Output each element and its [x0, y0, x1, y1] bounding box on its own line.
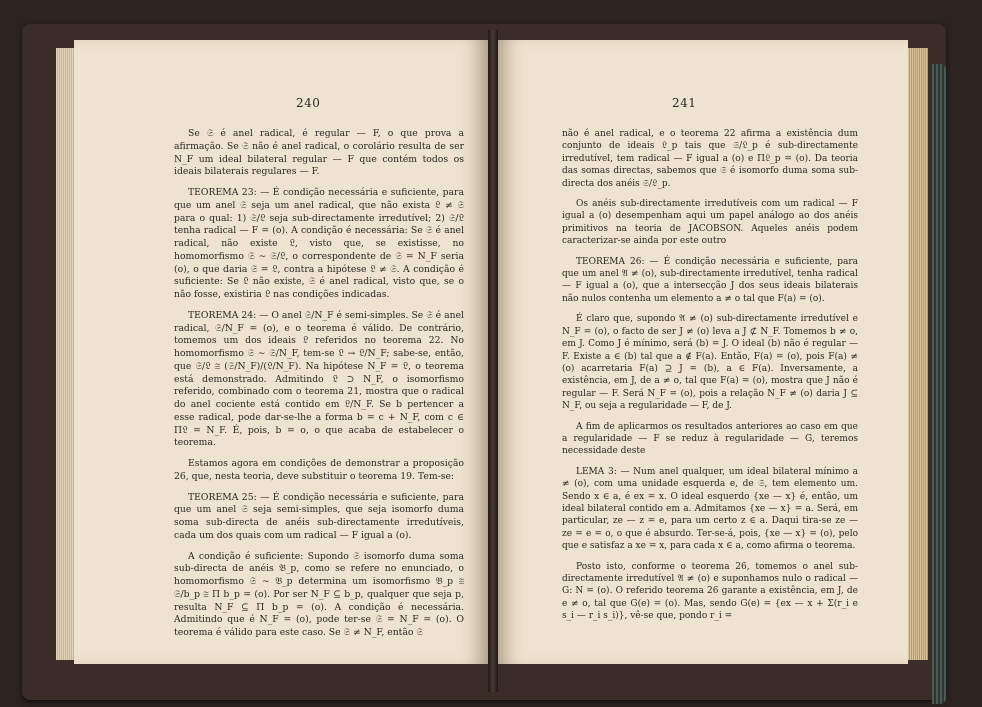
right-paragraph-6: LEMA 3: — Num anel qualquer, um ideal bilateral mínimo a ≠ (o), com uma unidade esquerda e, de 𝔖, tem elemento um. Sendo x ∈ a, é ex = x. O ideal esquerdo {xe — x} é, então, um ideal bilateral contido em a. Admitamos {xe — x} = a. Será, em particular, ze — z = e, para um certo z ∈ a. Daqui tira-se ze — ze = e = o, o que é absurdo. Ter-se-á, pois, {xe — x} = (o), pelo que e satisfaz a xe = x, para cada x ∈ a, como afirma o teorema.	[562, 466, 858, 552]
right-page	[494, 40, 908, 664]
right-page-number: 241	[672, 96, 697, 110]
left-paragraph-2: TEOREMA 23: — É condição necessária e suficiente, para que um anel 𝔖 seja um anel radical, que não exista 𝔏 ≠ 𝔖 para o qual: 1) 𝔖/𝔏 seja sub-directamente irredutível; 2) 𝔖/𝔏 tenha radical — F = (o). A condição é necessária: Se 𝔖 é anel radical, não existe 𝔏, visto que, se existisse, no homomorfismo 𝔖 ∼ 𝔖/𝔏, o correspondente de 𝔖 = N_F seria (o), o que daria 𝔖 = 𝔏, contra a hipótese 𝔏 ≠ 𝔖. A condição é suficiente: Se 𝔏 não existe, 𝔖 é anel radical, visto que, se o não fosse, existiria 𝔏 nas condições indicadas.	[174, 187, 464, 300]
left-page-edges	[56, 48, 76, 660]
right-page-text	[562, 128, 858, 631]
right-paragraph-5: A fim de aplicarmos os resultados anteriores ao caso em que a regularidade — F se reduz à regularidade — G, teremos necessidade deste	[562, 421, 858, 457]
cover-binding-edge	[932, 64, 946, 704]
left-page-text	[174, 128, 464, 648]
left-page	[74, 40, 490, 664]
left-paragraph-4: Estamos agora em condições de demonstrar a proposição 26, que, nesta teoria, deve substituir o teorema 19. Tem-se:	[174, 458, 464, 482]
left-paragraph-3: TEOREMA 24: — O anel 𝔖/N_F é semi-simples. Se 𝔖 é anel radical, 𝔖/N_F = (o), e o teorema é válido. De contrário, tomemos um dos ideais 𝔏 referidos no teorema 22. No homomorfismo 𝔖 ∼ 𝔖/N_F, tem-se 𝔏 → 𝔏/N_F; sabe-se, então, que 𝔖/𝔏 ≅ (𝔖/N_F)/(𝔏/N_F). Na hipótese N_F = 𝔏, o teorema está demonstrado. Admitindo 𝔏 ⊃ N_F, o isomorfismo referido, combinado com o teorema 21, mostra que o radical do anel cociente está contido em 𝔏/N_F. Se b pertencer a esse radical, pode dar-se-lhe a forma b = c + N_F, com c ∈ Π𝔏 = N_F. É, pois, b = o, o que acaba de estabelecer o teorema.	[174, 309, 464, 449]
left-page-number: 240	[296, 96, 321, 110]
right-paragraph-1: não é anel radical, e o teorema 22 afirma a existência dum conjunto de ideais 𝔏_p tais que 𝔖/𝔏_p é sub-directamente irredutível, tem radical — F igual a (o) e Π𝔏_p = (o). Da teoria das somas directas, sabemos que 𝔖 é isomorfo duma soma sub-directa dos anéis 𝔖/𝔏_p.	[562, 129, 858, 189]
right-paragraph-2: Os anéis sub-directamente irredutíveis com um radical — F igual a (o) desempenham aqui um papel análogo ao dos anéis primitivos na teoria de JACOBSON. Aqueles anéis podem caracterizar-se ainda por este outro	[562, 199, 858, 247]
left-paragraph-6: A condição é suficiente: Supondo 𝔖 isomorfo duma soma sub-directa de anéis 𝔅_p, como se refere no enunciado, o homomorfismo 𝔖 ∼ 𝔅_p determina um isomorfismo 𝔅_p ≅ 𝔖/b_p ≅ Π b_p = (o). Por ser N_F ⊆ b_p, qualquer que seja p, resulta N_F ⊆ Π b_p = (o). A condição é necessária. Admitindo que é N_F = (o), pode ter-se 𝔖 = N_F = (o). O teorema é válido para este caso. Se 𝔖 ≠ N_F, então 𝔖	[174, 550, 464, 638]
book-gutter	[488, 30, 498, 692]
left-paragraph-5: TEOREMA 25: — É condição necessária e suficiente, para que um anel 𝔖 seja semi-simples, que seja isomorfo duma soma sub-directa de anéis sub-directamente irredutíveis, cada um dos quais com um radical — F igual a (o).	[174, 491, 464, 541]
right-paragraph-7: Posto isto, conforme o teorema 26, tomemos o anel sub-directamente irredutível 𝔄 ≠ (o) e suponhamos nulo o radical — G: N = (o). O referido teorema 26 garante a existência, em J, de e ≠ o, tal que G(e) = (o). Mas, sendo G(e) = {ex — x + Σ(r_i e s_i — r_i s_i)}, vê-se que, pondo r_i =	[562, 561, 858, 622]
right-paragraph-3: TEOREMA 26: — É condição necessária e suficiente, para que um anel 𝔄 ≠ (o), sub-directamente irredutível, tenha radical — F igual a (o), que a intersecção J dos seus ideais bilaterais não nulos contenha um elemento a ≠ o tal que F(a) = (o).	[562, 256, 858, 304]
right-paragraph-4: É claro que, supondo 𝔄 ≠ (o) sub-directamente irredutível e N_F = (o), o facto de ser J ≠ (o) leva a J ⊄ N_F. Tomemos b ≠ o, em J. Como J é mínimo, será (b) = J. O ideal (b) não é regular — F. Existe a ∈ (b) tal que a ∉ F(a). Então, F(a) = (o), pois F(a) ≠ (o) acarretaria F(a) ⊇ J = (b), a ∈ F(a). Inversamente, a existência, em J, de a ≠ o, tal que F(a) = (o), mostra que J não é regular — F. Será N_F = (o), pois a relação N_F ≠ (o) daria J ⊆ N_F, ou seja a regularidade — F, de J.	[562, 314, 858, 412]
right-page-edges	[906, 48, 928, 660]
left-paragraph-1: Se 𝔖 é anel radical, é regular — F, o que prova a afirmação. Se 𝔖 não é anel radical, o corolário resulta de ser N_F um ideal bilateral regular — F que contém todos os ideais bilaterais regulares — F.	[174, 128, 464, 178]
